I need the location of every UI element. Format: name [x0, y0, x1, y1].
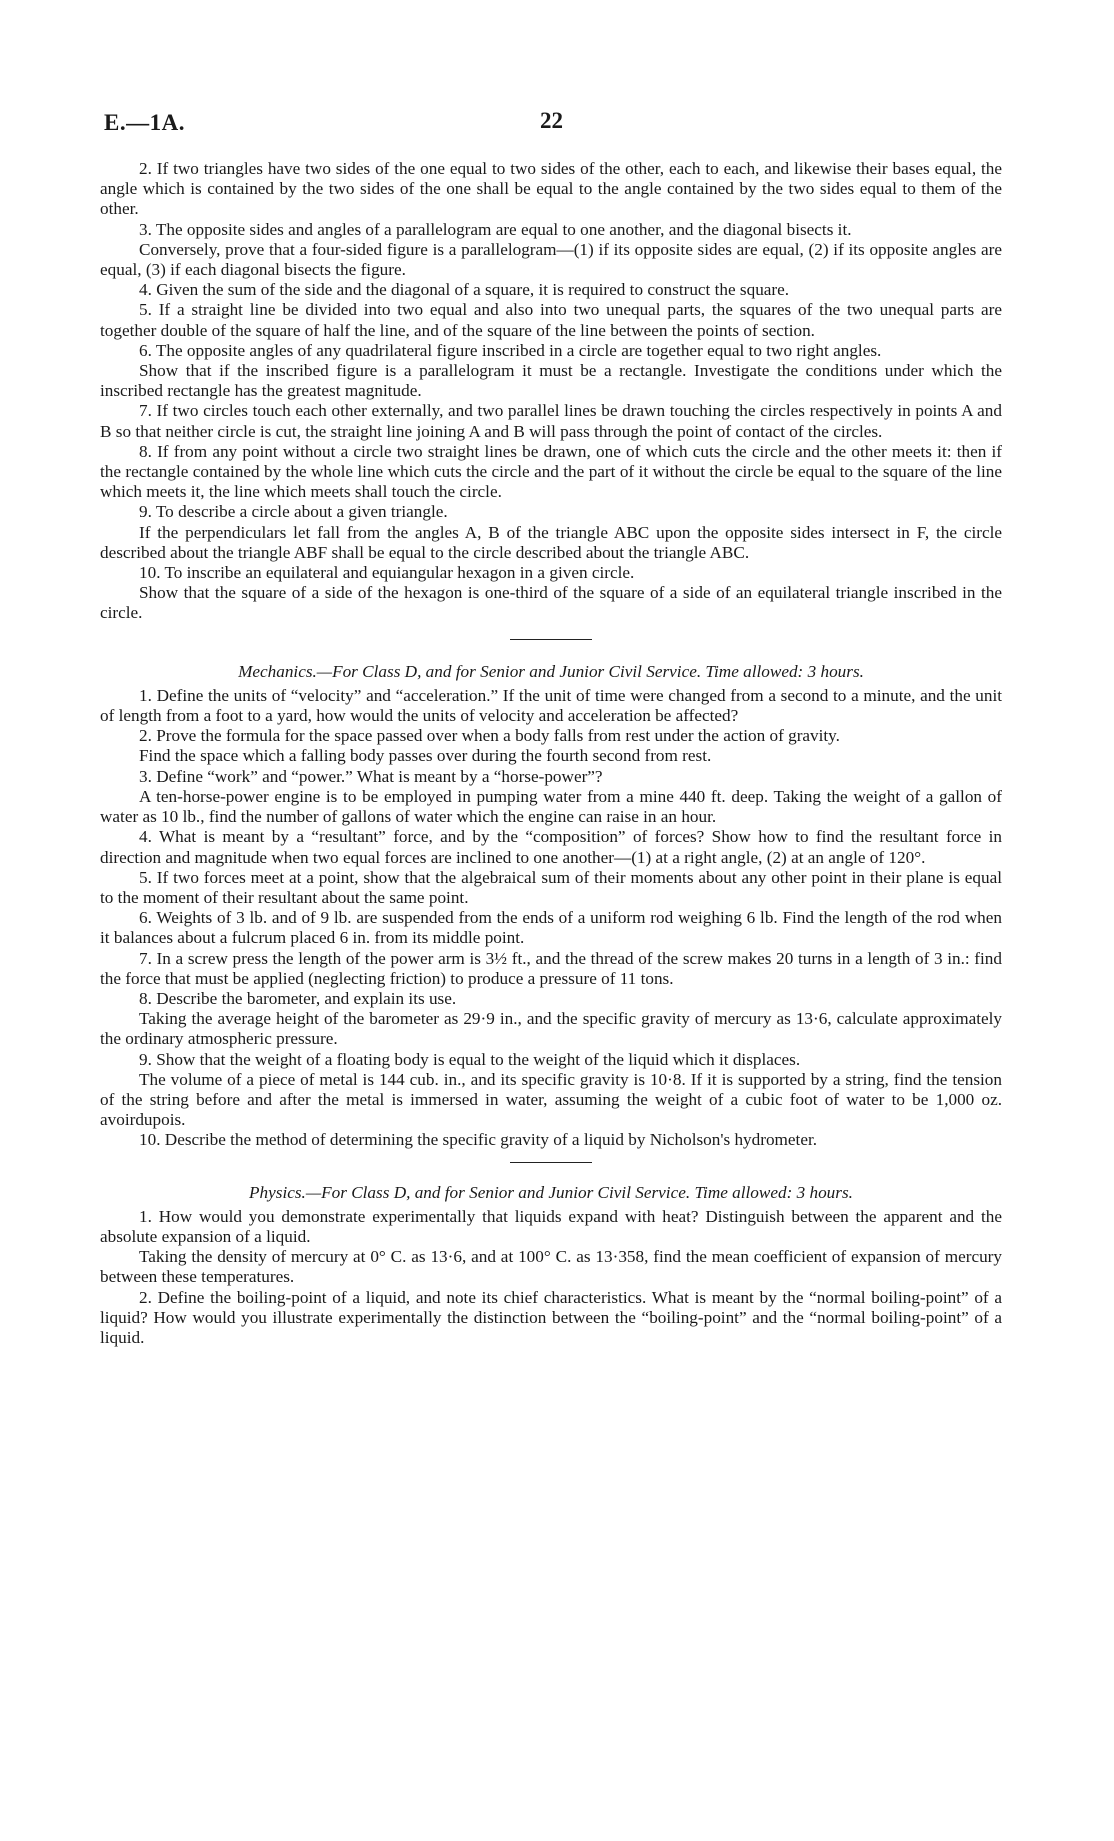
physics-q1-followup: Taking the density of mercury at 0° C. as 13·6, and at 100° C. as 13·358, find the mean coefficient of expansion of mercury between these temperatures.: [100, 1247, 1002, 1287]
physics-section: [100, 1183, 1002, 1349]
mechanics-q4: 4. What is meant by a “resultant” force, and by the “composition” of forces? Show how to find the resultant force in direction and magnitude when two equal forces are inclined to one another—(1) at a right angle, (2) at an angle of 120°.: [100, 827, 1002, 867]
physics-q2: 2. Define the boiling-point of a liquid, and note its chief characteristics. What is meant by the “normal boiling-point” of a liquid? How would you illustrate experimentally the distinction between the “boiling-point” and the “normal boiling-point” of a liquid.: [100, 1287, 1002, 1347]
geometry-q10-followup: Show that the square of a side of the hexagon is one-third of the square of a side of an equilateral triangle inscribed in the circle.: [100, 583, 1002, 623]
mechanics-q9: 9. Show that the weight of a floating body is equal to the weight of the liquid which it displaces.: [139, 1049, 801, 1069]
mechanics-q2: 2. Prove the formula for the space passed over when a body falls from rest under the action of gravity.: [139, 726, 840, 746]
mechanics-q6: 6. Weights of 3 lb. and of 9 lb. are suspended from the ends of a uniform rod weighing 6 lb. Find the length of the rod when it balances about a fulcrum placed 6 in. from its middle point.: [100, 908, 1002, 948]
geometry-q3-converse: Conversely, prove that a four-sided figure is a parallelogram—(1) if its opposite sides are equal, (2) if its opposite angles are equal, (3) if each diagonal bisects the figure.: [100, 239, 1002, 280]
mechanics-q8: 8. Describe the barometer, and explain its use.: [139, 988, 457, 1008]
geometry-q5: 5. If a straight line be divided into two equal and also into two unequal parts, the squares of the two unequal parts are together double of the square of half the line, and of the square of the line between the points of section.: [100, 300, 1002, 340]
mechanics-q10: 10. Describe the method of determining the specific gravity of a liquid by Nicholson's hydrometer.: [139, 1130, 818, 1150]
geometry-q10: 10. To inscribe an equilateral and equiangular hexagon in a given circle.: [139, 563, 635, 583]
document-reference: E.—1A.: [104, 110, 185, 135]
geometry-q6-followup: Show that if the inscribed figure is a parallelogram it must be a rectangle. Investigate the conditions under which the inscribed rectangle has the greatest magnitude.: [100, 361, 1002, 401]
geometry-q6: 6. The opposite angles of any quadrilateral figure inscribed in a circle are together equal to two right angles.: [139, 340, 882, 360]
physics-q1: 1. How would you demonstrate experimentally that liquids expand with heat? Distinguish between the apparent and the absolute expansion of a liquid.: [100, 1206, 1002, 1246]
geometry-q9-followup: If the perpendiculars let fall from the angles A, B of the triangle ABC upon the opposite sides intersect in F, the circle described about the triangle ABF shall be equal to the circle described about the triangle ABC.: [100, 522, 1002, 562]
physics-title: Physics.—For Class D, and for Senior and Junior Civil Service. Time allowed: 3 hours.: [249, 1182, 853, 1202]
mechanics-q2-followup: Find the space which a falling body passes over during the fourth second from rest.: [139, 746, 712, 766]
geometry-q2: 2. If two triangles have two sides of the one equal to two sides of the other, each to each, and likewise their bases equal, the angle which is contained by the two sides of the one shall be equal to the angle contained by the two sides equal to them of the other.: [100, 159, 1002, 219]
mechanics-q7: 7. In a screw press the length of the power arm is 3½ ft., and the thread of the screw makes 20 turns in a length of 3 in.: find the force that must be applied (neglecting friction) to produce a pressure of 11 tons.: [100, 948, 1002, 988]
mechanics-q8-followup: Taking the average height of the barometer as 29·9 in., and the specific gravity of mercury as 13·6, calculate approximately the ordinary atmospheric pressure.: [100, 1009, 1002, 1049]
geometry-q7: 7. If two circles touch each other externally, and two parallel lines be drawn touching the circles respectively in points A and B so that neither circle is cut, the straight line joining A and B will pass through the point of contact of the circles.: [100, 401, 1002, 441]
page-number: 22: [540, 108, 563, 133]
section-divider: [510, 639, 592, 640]
mechanics-q5: 5. If two forces meet at a point, show that the algebraical sum of their moments about any other point in their plane is equal to the moment of their resultant about the same point.: [100, 867, 1002, 907]
mechanics-title: Mechanics.—For Class D, and for Senior and Junior Civil Service. Time allowed: 3 hours.: [238, 661, 864, 681]
mechanics-section: [100, 662, 1002, 1151]
mechanics-q9-followup: The volume of a piece of metal is 144 cub. in., and its specific gravity is 10·8. If it is supported by a string, find the tension of the string before and after the metal is immersed in water, assuming the weight of a cubic foot of water to be 1,000 oz. avoirdupois.: [100, 1069, 1002, 1130]
mechanics-q3-followup: A ten-horse-power engine is to be employed in pumping water from a mine 440 ft. deep. Taking the weight of a gallon of water as 10 lb., find the number of gallons of water which the engine can raise in an hour.: [100, 786, 1002, 827]
mechanics-q3: 3. Define “work” and “power.” What is meant by a “horse-power”?: [139, 766, 603, 786]
geometry-q4: 4. Given the sum of the side and the diagonal of a square, it is required to construct the square.: [139, 280, 790, 300]
mechanics-q1: 1. Define the units of “velocity” and “acceleration.” If the unit of time were changed from a second to a minute, and the unit of length from a foot to a yard, how would the units of velocity and acceleration be affected?: [100, 685, 1002, 726]
geometry-q8: 8. If from any point without a circle two straight lines be drawn, one of which cuts the circle and the other meets it: then if the rectangle contained by the whole line which cuts the circle and the part of it without the circle be equal to the square of the line which meets it, the line which meets shall touch the circle.: [100, 441, 1002, 502]
geometry-q3: 3. The opposite sides and angles of a parallelogram are equal to one another, and the diagonal bisects it.: [139, 219, 852, 239]
geometry-section: [100, 159, 1002, 624]
section-divider: [510, 1162, 592, 1163]
geometry-q9: 9. To describe a circle about a given triangle.: [139, 502, 448, 522]
page-body: [100, 159, 1002, 1348]
